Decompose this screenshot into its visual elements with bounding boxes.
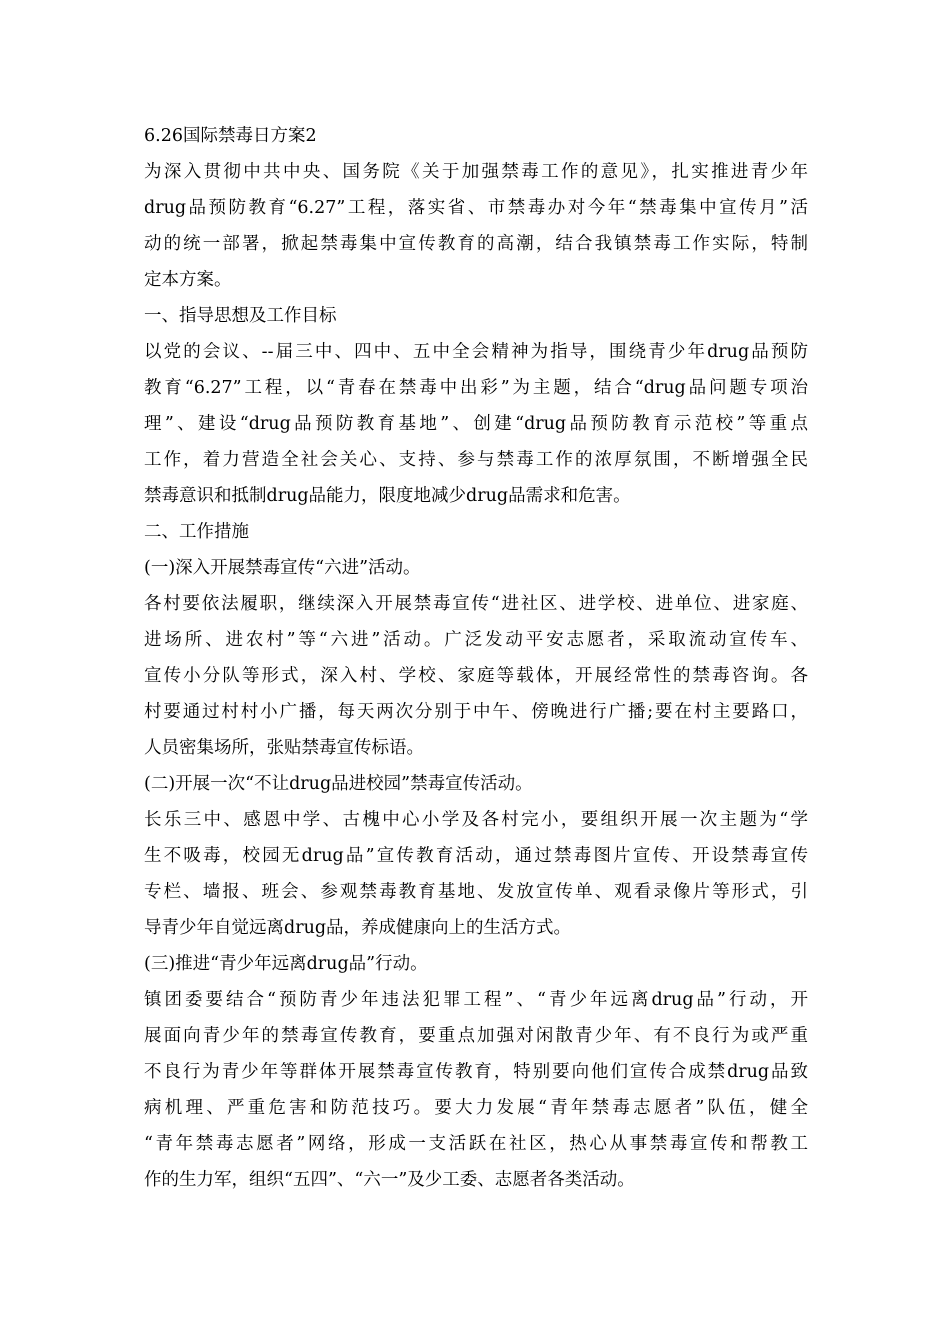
text-line: 各村要依法履职，继续深入开展禁毒宣传“进社区、进学校、进单位、进家庭、	[144, 594, 808, 614]
text-line: 一、指导思想及工作目标	[144, 306, 337, 326]
text-line: (一)深入开展禁毒宣传“六进”活动。	[144, 558, 421, 578]
text-line: 长乐三中、感恩中学、古槐中心小学及各村完小，要组织开展一次主题为“学	[144, 810, 808, 830]
text-line: 禁毒意识和抵制drug品能力，限度地减少drug品需求和危害。	[144, 486, 631, 506]
text-line: 村要通过村村小广播，每天两次分别于中午、傍晚进行广播;要在村主要路口，	[144, 702, 808, 722]
document-body	[144, 118, 808, 1198]
text-line: drug品预防教育“6.27”工程，落实省、市禁毒办对今年“禁毒集中宣传月”活	[144, 198, 808, 218]
document-title: 6.26国际禁毒日方案2	[144, 126, 317, 146]
text-line: 宣传小分队等形式，深入村、学校、家庭等载体，开展经常性的禁毒咨询。各	[144, 666, 808, 686]
text-line: 导青少年自觉远离drug品，养成健康向上的生活方式。	[144, 918, 572, 938]
text-line: 进场所、进农村”等“六进”活动。广泛发动平安志愿者，采取流动宣传车、	[144, 630, 808, 650]
text-line: 定本方案。	[144, 270, 232, 290]
text-line: 展面向青少年的禁毒宣传教育，要重点加强对闲散青少年、有不良行为或严重	[144, 1026, 808, 1046]
text-line: 动的统一部署，掀起禁毒集中宣传教育的高潮，结合我镇禁毒工作实际，特制	[144, 234, 808, 254]
text-line: 不良行为青少年等群体开展禁毒宣传教育，特别要向他们宣传合成禁drug品致	[144, 1062, 808, 1082]
text-line: 为深入贯彻中共中央、国务院《关于加强禁毒工作的意见》，扎实推进青少年	[144, 162, 808, 182]
text-line: 人员密集场所，张贴禁毒宣传标语。	[144, 738, 424, 758]
text-line: 工作，着力营造全社会关心、支持、参与禁毒工作的浓厚氛围，不断增强全民	[144, 450, 808, 470]
text-line: 生不吸毒，校园无drug品”宣传教育活动，通过禁毒图片宣传、开设禁毒宣传	[144, 846, 808, 866]
text-line: 病机理、严重危害和防范技巧。要大力发展“青年禁毒志愿者”队伍，健全	[144, 1098, 808, 1118]
text-line: 专栏、墙报、班会、参观禁毒教育基地、发放宣传单、观看录像片等形式，引	[144, 882, 808, 902]
text-line: 教育“6.27”工程，以“青春在禁毒中出彩”为主题，结合“drug品问题专项治	[144, 378, 808, 398]
text-line: 作的生力军，组织“五四”、“六一”及少工委、志愿者各类活动。	[144, 1170, 635, 1190]
text-line: “青年禁毒志愿者”网络，形成一支活跃在社区，热心从事禁毒宣传和帮教工	[144, 1134, 808, 1154]
text-line: (三)推进“青少年远离drug品”行动。	[144, 954, 428, 974]
text-line: 以党的会议、--届三中、四中、五中全会精神为指导，围绕青少年drug品预防	[144, 342, 808, 362]
text-line: 镇团委要结合“预防青少年违法犯罪工程”、“青少年远离drug品”行动，开	[144, 990, 808, 1010]
text-line: 理”、建设“drug品预防教育基地”、创建“drug品预防教育示范校”等重点	[144, 414, 808, 434]
text-line: (二)开展一次“不让drug品进校园”禁毒宣传活动。	[144, 774, 533, 794]
text-line: 二、工作措施	[144, 522, 249, 542]
